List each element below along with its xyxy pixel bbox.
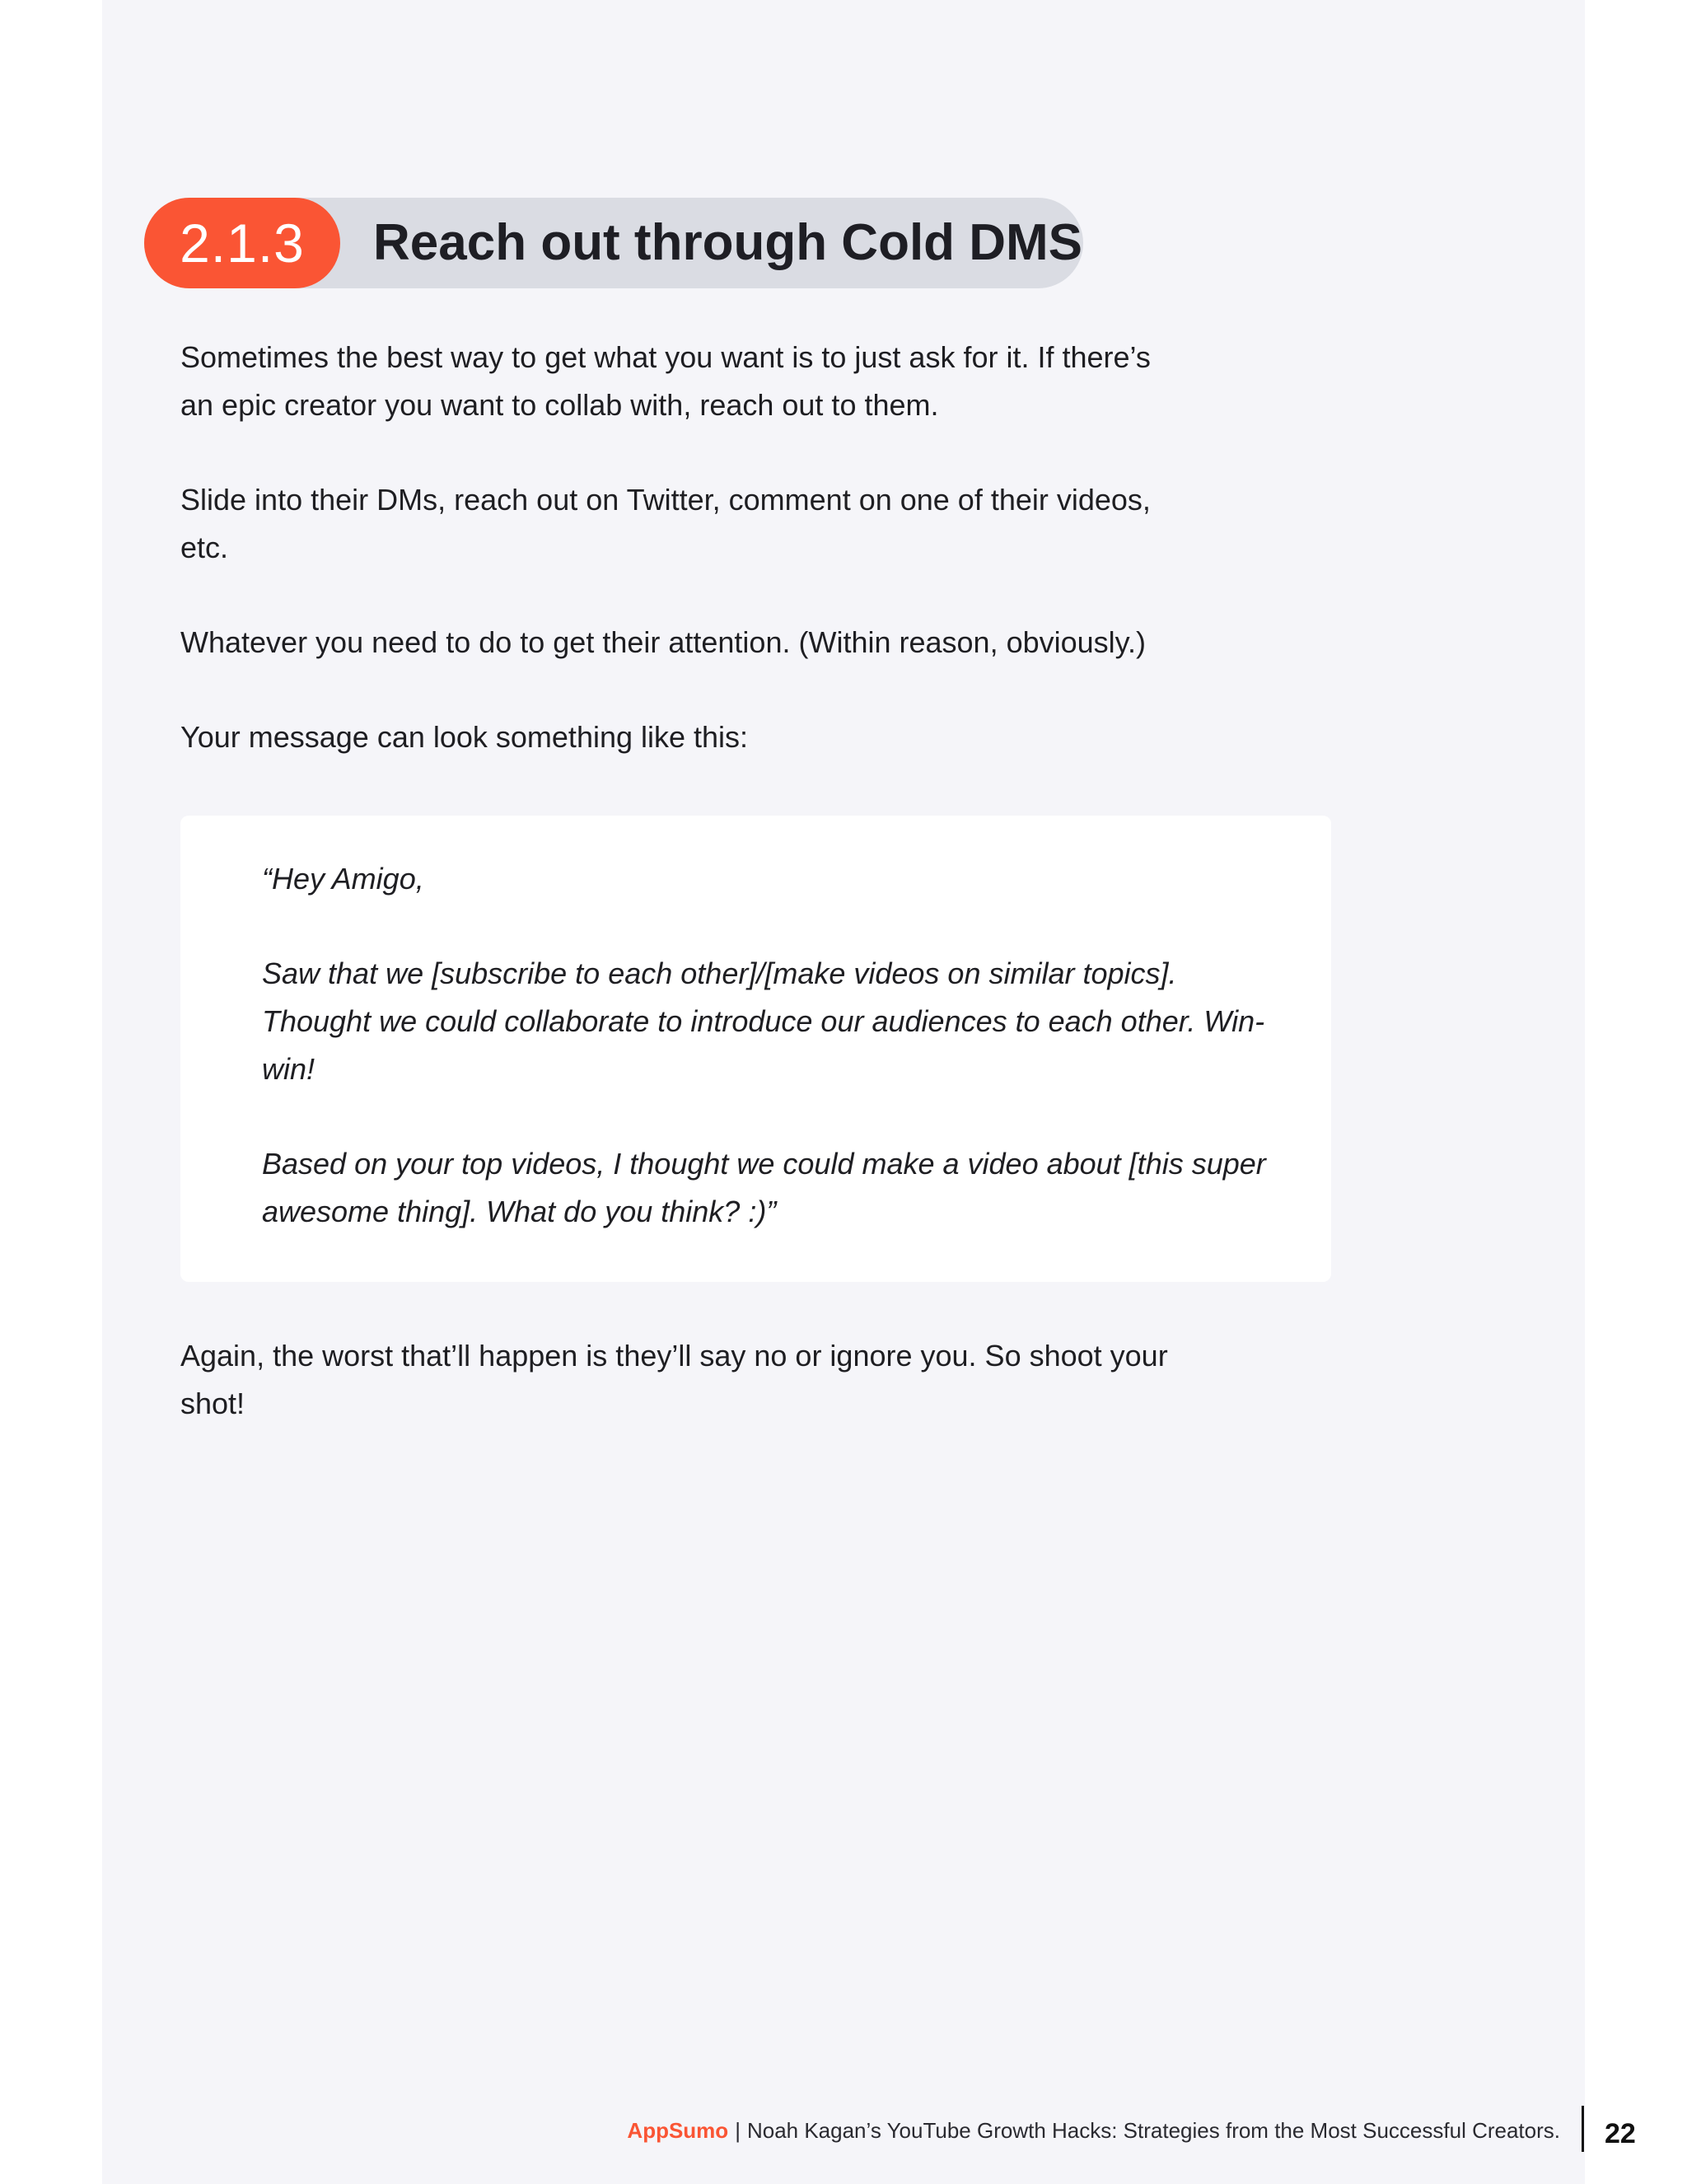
quote-line: Thought we could collaborate to introduce our audiences to each other. Win-: [262, 1004, 1265, 1038]
footer-separator: |: [735, 2118, 741, 2143]
paragraph-1-line-1: Sometimes the best way to get what you want is to just ask for it. If there’s: [180, 340, 1151, 374]
quote-line: awesome thing]. What do you think? :)”: [262, 1195, 777, 1228]
message-template-box: [180, 816, 1331, 1282]
paragraph-2-line-1: Slide into their DMs, reach out on Twitter, comment on one of their videos,: [180, 483, 1151, 517]
footer: [627, 2114, 1560, 2147]
quote-line: Based on your top videos, I thought we could make a video about [this super: [262, 1147, 1266, 1181]
section-number-badge: 2.1.3: [144, 198, 340, 288]
appsumo-logo-text: AppSumo: [627, 2118, 729, 2143]
quote-line: win!: [262, 1052, 315, 1086]
paragraph-5-line-2: shot!: [180, 1387, 245, 1420]
quote-greeting: “Hey Amigo,: [262, 862, 424, 896]
paragraph-1-line-2: an epic creator you want to collab with, reach out to them.: [180, 388, 939, 422]
paragraph-2-line-2: etc.: [180, 531, 229, 564]
page-number: 22: [1605, 2118, 1636, 2149]
footer-divider: [1582, 2106, 1584, 2152]
paragraph-5-line-1: Again, the worst that’ll happen is they’ll say no or ignore you. So shoot your: [180, 1339, 1168, 1373]
footer-book-title: Noah Kagan’s YouTube Growth Hacks: Strategies from the Most Successful Creators.: [746, 2118, 1560, 2143]
paragraph-3: Whatever you need to do to get their attention. (Within reason, obviously.): [180, 625, 1146, 659]
paragraph-4: Your message can look something like this:: [180, 720, 749, 754]
section-header: [144, 198, 1083, 288]
section-title: Reach out through Cold DMS: [373, 214, 1083, 271]
quote-line: Saw that we [subscribe to each other]/[make videos on similar topics].: [262, 956, 1177, 990]
